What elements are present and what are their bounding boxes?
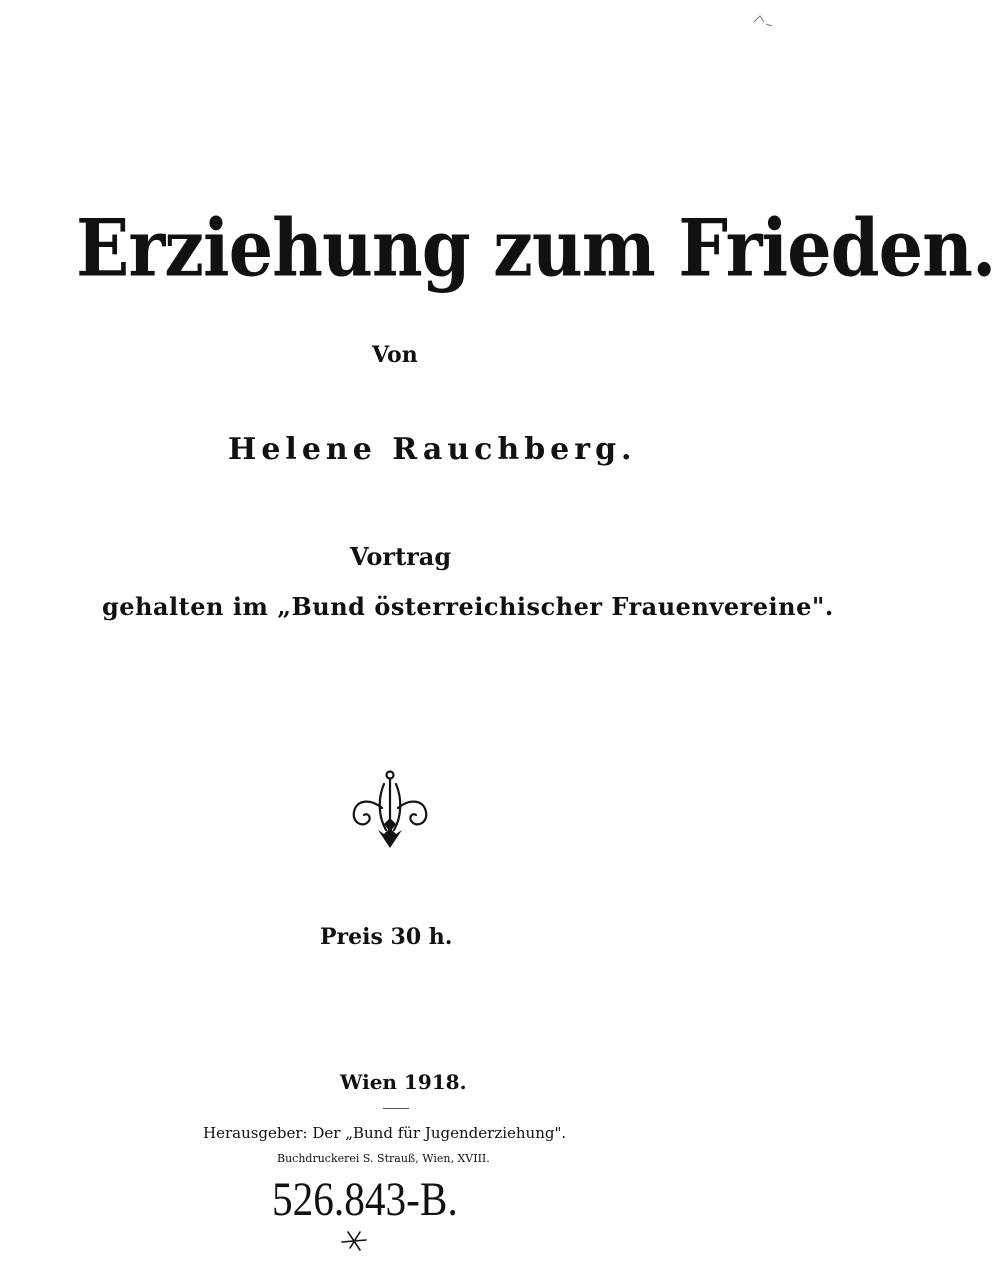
subtitle: gehalten im „Bund österreichischer Frauenvereine".	[102, 592, 834, 621]
divider	[383, 1108, 409, 1109]
pencil-mark	[752, 12, 776, 28]
handwritten-asterisk-mark	[338, 1228, 370, 1252]
author-name: Helene Rauchberg.	[228, 432, 637, 467]
page-title: Erziehung zum Frieden.	[76, 201, 995, 295]
by-label: Von	[372, 342, 418, 368]
publisher-line: Herausgeber: Der „Bund für Jugenderziehung".	[203, 1124, 567, 1142]
place-year: Wien 1918.	[340, 1070, 467, 1094]
price-label: Preis 30 h.	[320, 924, 453, 950]
lecture-label: Vortrag	[350, 542, 452, 571]
fleuron-ornament-icon	[348, 768, 432, 852]
library-call-number-stamp: 526.843-B.	[272, 1173, 458, 1226]
printer-line: Buchdruckerei S. Strauß, Wien, XVIII.	[277, 1152, 490, 1165]
